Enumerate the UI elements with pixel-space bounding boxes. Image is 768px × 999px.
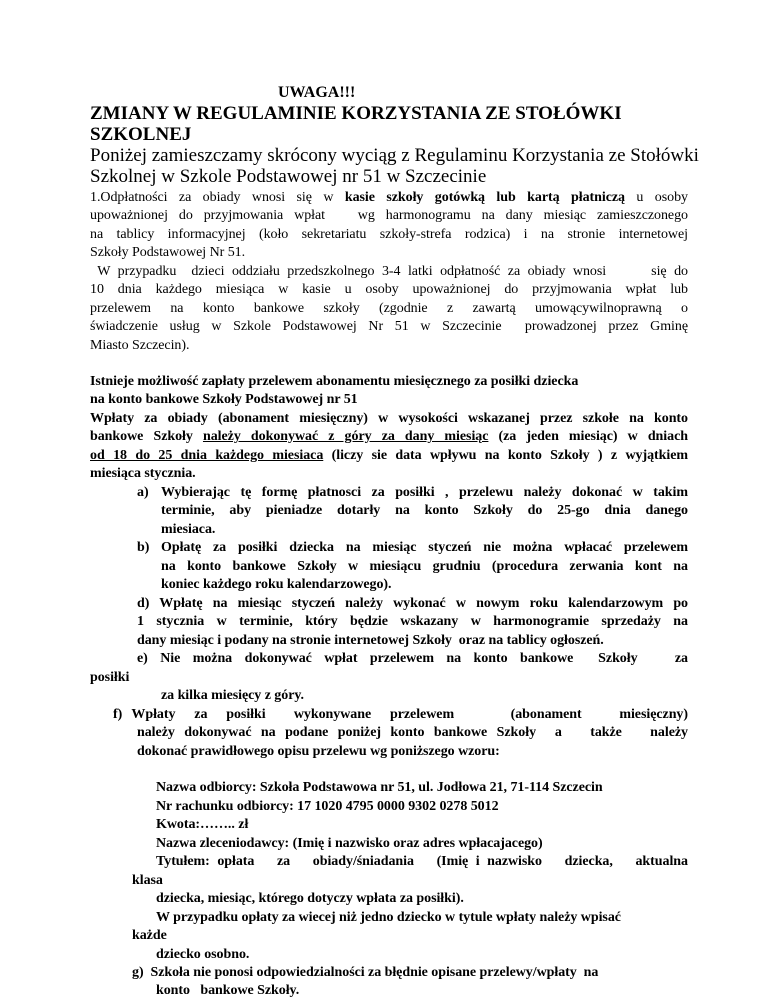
item-f-line-1: f) Wpłaty za posiłki wykonywane przelewem (abonament miesięczny) [113, 707, 688, 722]
transfer-account: Nr rachunku odbiorcy: 17 1020 4795 0000 9302 0278 5012 [156, 799, 499, 814]
title-line-2: SZKOLNEJ [90, 124, 192, 145]
s1-line-4: Szkoły Podstawowej Nr 51. [90, 245, 246, 260]
uwaga-heading: UWAGA!!! [278, 84, 356, 101]
intro-line-2: Szkolnej w Szkole Podstawowej nr 51 w Szczecinie [90, 166, 487, 187]
s1-line-5: W przypadku dzieci oddziału przedszkolnego 3-4 latki odpłatność za obiady wnosi się do [90, 264, 688, 279]
item-a-marker: a) [137, 485, 149, 500]
transfer-multi-line-1: W przypadku opłaty za wiecej niż jedno dziecko w tytule wpłaty należy wpisać [156, 910, 621, 925]
item-e-line-1: e) Nie można dokonywać wpłat przelewem na konto bankowe Szkoły za [137, 651, 688, 666]
intro-line-1: Poniżej zamieszczamy skrócony wyciąg z Regulaminu Korzystania ze Stołówki [90, 145, 699, 166]
item-e-line-3: za kilka miesięcy z góry. [161, 688, 305, 703]
s2-line-5: od 18 do 25 dnia każdego miesiaca (liczy sie data wpływu na konto Szkoły ) z wyjątkiem [90, 448, 688, 463]
item-b-line-1: Opłatę za posiłki dziecka na miesiąc styczeń nie można wpłacać przelewem [161, 540, 688, 555]
transfer-sender: Nazwa zleceniodawcy: (Imię i nazwisko oraz adres wpłacajacego) [156, 836, 543, 851]
s2-line-3: Wpłaty za obiady (abonament miesięczny) w wysokości wskazanej przez szkołe na konto [90, 411, 688, 426]
transfer-amount: Kwota:…….. zł [156, 817, 249, 832]
item-b-line-2: na konto bankowe Szkoły w miesiącu grudniu (procedura zerwania kont na [161, 559, 688, 574]
item-d-line-3: dany miesiąc i podany na stronie internetowej Szkoły oraz na tablicy ogłoszeń. [137, 633, 604, 648]
s1-line-6: 10 dnia każdego miesiąca w kasie u osoby upoważnionej do przyjmowania wpłat lub [90, 282, 688, 297]
item-d-line-2: 1 stycznia w terminie, który będzie wskazany w harmonogramie sprzedaży na [137, 614, 688, 629]
item-d-line-1: d) Wpłatę na miesiąc styczeń należy wykonać w nowym roku kalendarzowym po [137, 596, 688, 611]
item-f-line-3: dokonać prawidłowego opisu przelewu wg poniższego wzoru: [137, 744, 500, 759]
s1-line-3: na tablicy informacyjnej (koło sekretariatu szkoły-strefa rodzica) i na stronie internetowej [90, 227, 688, 242]
item-g-line-2: konto bankowe Szkoły. [156, 983, 300, 998]
item-a-line-2: terminie, aby pieniadze dotarły na konto Szkoły do 25-go dnia danego [161, 503, 688, 518]
item-a-line-3: miesiaca. [161, 522, 216, 537]
s2-line-2: na konto bankowe Szkoły Podstawowej nr 51 [90, 392, 358, 407]
transfer-recipient: Nazwa odbiorcy: Szkoła Podstawowa nr 51, ul. Jodłowa 21, 71-114 Szczecin [156, 780, 603, 795]
s1-line-9: Miasto Szczecin). [90, 338, 190, 353]
s1-line-8: świadczenie usług w Szkole Podstawowej Nr 51 w Szczecinie prowadzonej przez Gminę [90, 319, 688, 334]
title-line-1: ZMIANY W REGULAMINIE KORZYSTANIA ZE STOŁÓWKI [90, 103, 622, 124]
s1-line-2: upoważnionej do przyjmowania wpłat wg harmonogramu na dany miesiąc zamieszczonego [90, 208, 688, 223]
transfer-title-line-3: dziecka, miesiąc, którego dotyczy wpłata za posiłki). [156, 891, 464, 906]
item-b-marker: b) [137, 540, 150, 555]
transfer-multi-line-2: każde [132, 928, 167, 943]
s1-line-1: 1.Odpłatności za obiady wnosi się w kasie szkoły gotówką lub kartą płatniczą u osoby [90, 190, 688, 205]
item-f-line-2: należy dokonywać na podane poniżej konto bankowe Szkoły a także należy [137, 725, 688, 740]
transfer-multi-line-3: dziecko osobno. [156, 947, 250, 962]
item-e-line-2: posiłki [90, 670, 130, 685]
s2-line-6: miesiąca stycznia. [90, 466, 196, 481]
item-a-line-1: Wybierając tę formę płatnosci za posiłki , przelewu należy dokonać w takim [161, 485, 688, 500]
s1-line-7: przelewem na konto bankowe szkoły (zgodnie z zawartą umowącywilnoprawną o [90, 301, 688, 316]
s2-line-1: Istnieje możliwość zapłaty przelewem abonamentu miesięcznego za posiłki dziecka [90, 374, 579, 389]
item-b-line-3: koniec każdego roku kalendarzowego). [161, 577, 392, 592]
transfer-title-line-2: klasa [132, 873, 163, 888]
item-g-line-1: g) Szkoła nie ponosi odpowiedzialności za błędnie opisane przelewy/wpłaty na [132, 965, 599, 980]
s2-line-4: bankowe Szkoły należy dokonywać z góry za dany miesiąc (za jeden miesiąc) w dniach [90, 429, 688, 444]
transfer-title-line-1: Tytułem: opłata za obiady/śniadania (Imię i nazwisko dziecka, aktualna [156, 854, 688, 869]
